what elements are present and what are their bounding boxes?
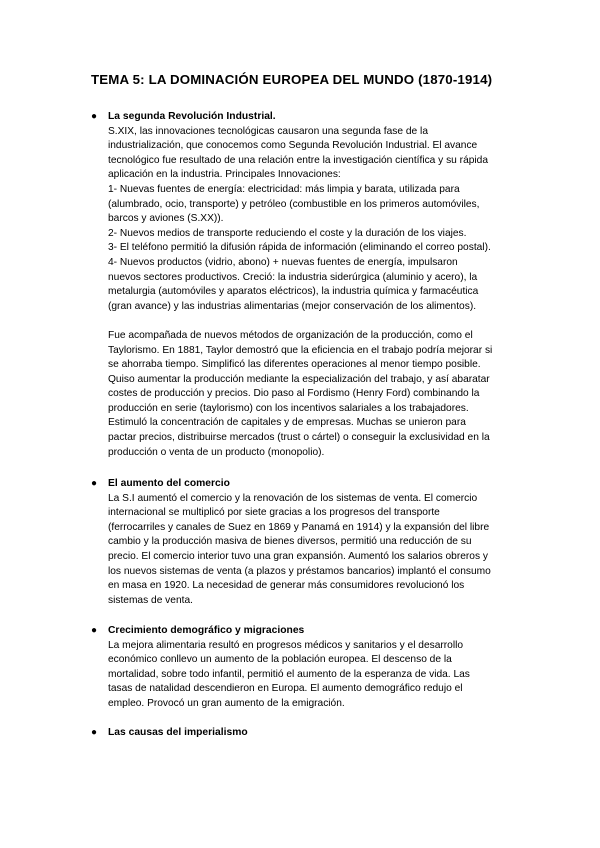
text-line: 3- El teléfono permitió la difusión rápida de información (eliminando el correo postal). xyxy=(108,242,491,254)
text-line: tasas de natalidad descendieron en Europa. El aumento demográfico redujo el xyxy=(108,683,463,695)
text-line: La mejora alimentaria resultó en progresos médicos y sanitarios y el desarrollo xyxy=(108,639,464,651)
text-line: La S.I aumentó el comercio y la renovación de los sistemas de venta. El comercio xyxy=(108,492,478,504)
text-line: nuevos sectores productivos. Creció: la industria siderúrgica (aluminio y acero), la xyxy=(108,271,478,283)
text-line: los nuevos sistemas de venta (a plazos y préstamos bancarios) implantó el consumo xyxy=(108,565,491,577)
text-line: Fue acompañada de nuevos métodos de organización de la producción, como el xyxy=(108,329,473,341)
text-line: económico conllevo un aumento de la población europea. El descenso de la xyxy=(108,654,452,666)
text-line: (alumbrado, ocio, transporte) y petróleo (combustible en los primeros automóviles, xyxy=(108,198,480,210)
bullet-icon: ● xyxy=(91,111,98,122)
text-line: cambio y la producción masiva de bienes diversos, permitió una reducción de su xyxy=(108,536,472,548)
section-aumento-comercio xyxy=(91,477,531,608)
text-line: metalurgia (automóviles y aparatos eléctricos), la industria química y farmacéutica xyxy=(108,286,479,298)
section-heading: Las causas del imperialismo xyxy=(108,727,248,738)
text-line: aplicación en la industria. Principales Innovaciones: xyxy=(108,169,341,181)
text-line: se ahorraba tiempo. Simplificó las diferentes operaciones al menor tiempo posible. xyxy=(108,359,481,371)
text-line: Estimuló la concentración de capitales y de empresas. Muchas se unieron para xyxy=(108,417,466,429)
text-line: 1- Nuevas fuentes de energía: electricidad: más limpia y barata, utilizada para xyxy=(108,183,460,195)
text-line: en masa en 1920. La necesidad de generar más consumidores revolucionó los xyxy=(108,580,465,592)
paragraph-gap xyxy=(108,314,531,329)
bullet-icon: ● xyxy=(91,478,98,489)
text-line: 2- Nuevos medios de transporte reduciendo el coste y la duración de los viajes. xyxy=(108,227,467,239)
text-line: S.XIX, las innovaciones tecnológicas causaron una segunda fase de la xyxy=(108,125,428,137)
section-causas-imperialismo xyxy=(91,726,531,741)
section-body xyxy=(108,639,531,712)
section-heading: La segunda Revolución Industrial. xyxy=(108,111,276,122)
section-body xyxy=(108,125,531,461)
text-line: internacional se multiplicó por siete gracias a los progresos del transporte xyxy=(108,507,440,519)
text-line: barcos y aviones (S.XX)). xyxy=(108,213,224,225)
text-line: producción en serie (taylorismo) con los incentivos salariales a los trabajadores. xyxy=(108,402,469,414)
section-crecimiento-demografico xyxy=(91,624,531,712)
section-heading: El aumento del comercio xyxy=(108,478,230,489)
text-line: producción o venta de un producto (monopolio). xyxy=(108,446,325,458)
text-line: industrialización, que conocemos como Segunda Revolución Industrial. El avance xyxy=(108,140,478,152)
text-line: Taylorismo. En 1881, Taylor demostró que la eficiencia en el trabajo podría mejorar si xyxy=(108,344,493,356)
text-line: (gran avance) y las industrias alimentarias (mejor conservación de los alimentos). xyxy=(108,300,477,312)
section-heading: Crecimiento demográfico y migraciones xyxy=(108,625,305,636)
text-line: mortalidad, sobre todo infantil, permitió el aumento de la esperanza de vida. Las xyxy=(108,668,470,680)
page-title: TEMA 5: LA DOMINACIÓN EUROPEA DEL MUNDO (1870-1914) xyxy=(91,72,493,87)
text-line: tecnológico fue resultado de una relación entre la investigación científica y su rápida xyxy=(108,154,489,166)
section-body xyxy=(108,492,531,609)
text-line: precio. El comercio interior tuvo una gran expansión. Aumentó los salarios obreros y xyxy=(108,550,488,562)
section-segunda-revolucion xyxy=(91,110,531,460)
bullet-icon: ● xyxy=(91,625,98,636)
bullet-icon: ● xyxy=(91,727,98,738)
text-line: Quiso aumentar la producción mediante la especialización del trabajo, y así abaratar xyxy=(108,373,490,385)
text-line: (ferrocarriles y canales de Suez en 1869 y Panamá en 1914) y la expansión del libre xyxy=(108,521,490,533)
text-line: pactar precios, distribuirse mercados (trust o cártel) o conseguir la exclusividad en la xyxy=(108,432,490,444)
text-line: empleo. Provocó un gran aumento de la emigración. xyxy=(108,697,345,709)
text-line: costes de producción y precios. Dio paso al Fordismo (Henry Ford) combinando la xyxy=(108,388,480,400)
text-line: sistemas de venta. xyxy=(108,594,193,606)
text-line: 4- Nuevos productos (vidrio, abono) + nuevas fuentes de energía, impulsaron xyxy=(108,256,458,268)
